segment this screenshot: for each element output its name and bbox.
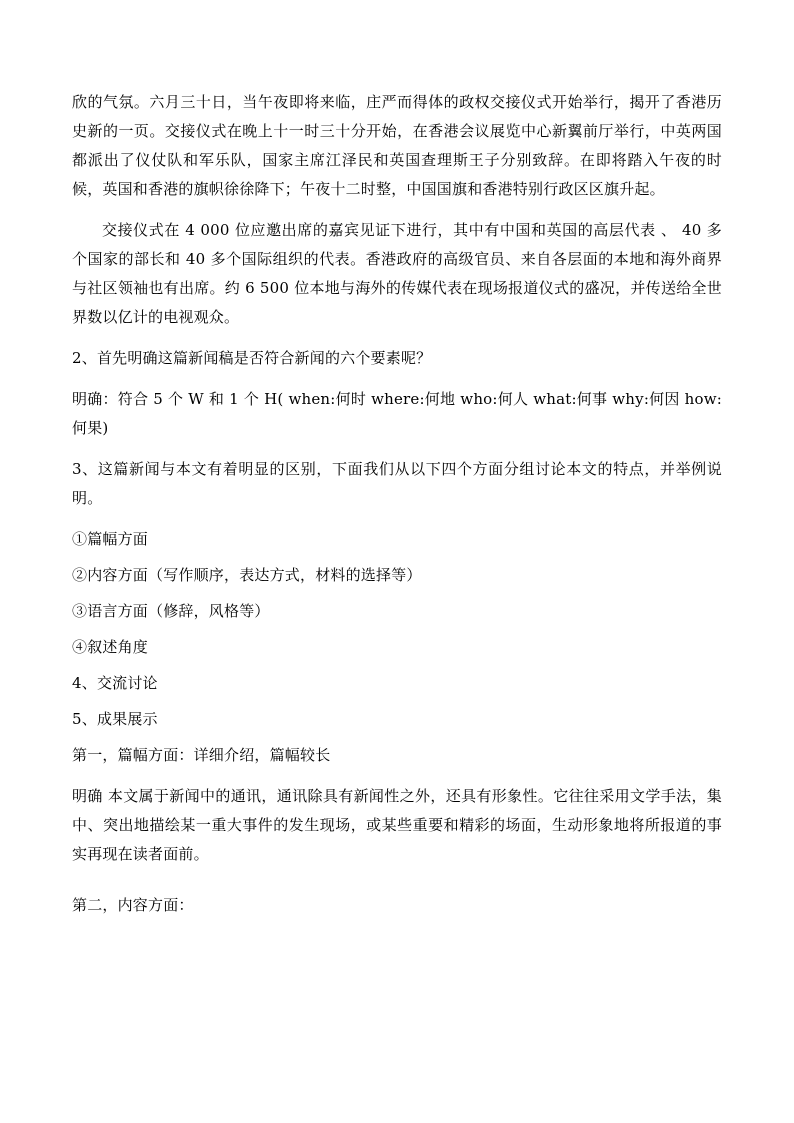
step-discussion: 4、交流讨论 [72,674,158,692]
question-differences: 3、这篇新闻与本文有着明显的区别，下面我们从以下四个方面分组讨论本文的特点，并举例说明。 [72,460,722,507]
list-item-content: ②内容方面（写作顺序，表达方式，材料的选择等） [72,566,422,584]
list-item-perspective: ④叙述角度 [72,638,149,656]
heading-length-section: 第一，篇幅方面：详细介绍，篇幅较长 [72,746,331,764]
question-six-elements: 2、首先明确这篇新闻稿是否符合新闻的六个要素呢？ [72,349,432,367]
paragraph-ceremony-description: 欣的气氛。六月三十日，当午夜即将来临，庄严而得体的政权交接仪式开始举行，揭开了香港历史新的一页。交接仪式在晚上十一时三十分开始，在香港会议展览中心新翼前厅举行，中英两国都派出了仪仗队和军乐队，国家主席江泽民和英国查理斯王子分别致辞。在即将踏入午夜的时候，英国和香港的旗帜徐徐降下；午夜十二时整，中国国旗和香港特别行政区区旗升起。 [72,93,722,198]
list-item-language: ③语言方面（修辞，风格等） [72,602,270,620]
paragraph-communication-explanation: 明确 本文属于新闻中的通讯，通讯除具有新闻性之外，还具有形象性。它往往采用文学手法，集中、突出地描绘某一重大事件的发生现场，或某些重要和精彩的场面，生动形象地将所报道的事实再现在读者面前。 [72,787,722,863]
heading-content-section: 第二，内容方面： [72,896,194,914]
step-results: 5、成果展示 [72,710,158,728]
list-item-length: ①篇幅方面 [72,530,149,548]
document-page [72,88,722,920]
answer-six-elements: 明确：符合 5 个 W 和 1 个 H( when:何时 where:何地 who:何人 what:何事 why:何因 how:何果) [72,390,722,437]
paragraph-ceremony-guests: 交接仪式在 4 000 位应邀出席的嘉宾见证下进行，其中有中国和英国的高层代表 、 40 多个国家的部长和 40 多个国际组织的代表。香港政府的高级官员、来自各层面的本地和海外商界与社区领袖也有出席。约 6 500 位本地与海外的传媒代表在现场报道仪式的盛况，并传送给全世界数以亿计的电视观众。 [72,221,722,326]
